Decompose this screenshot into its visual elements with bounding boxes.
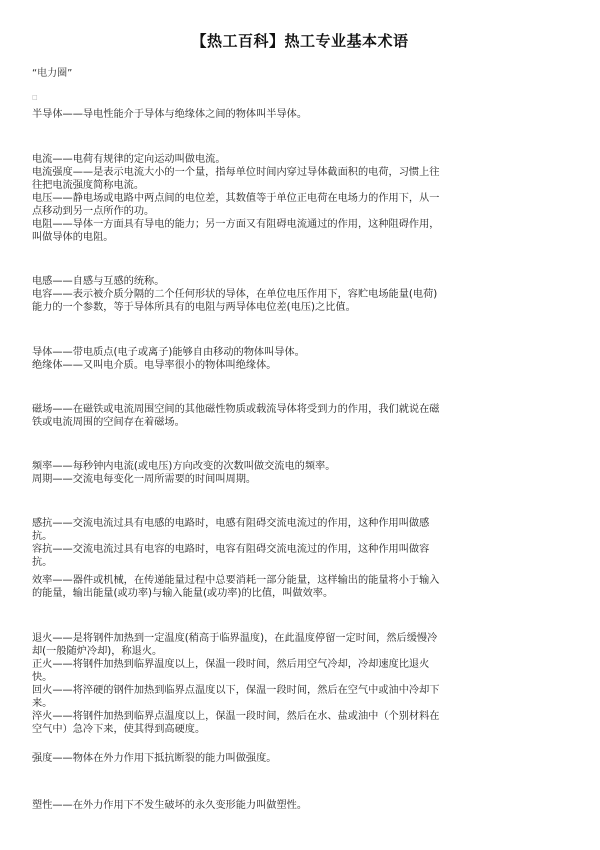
source-label: “电力圈” [32,68,73,79]
paragraph-line: 电流——电荷有规律的定向运动叫做电流。 [32,154,226,165]
page-title: 【热工百科】热工专业基本术语 [191,32,409,50]
paragraph-line: 回火——将淬硬的钢件加热到临界点温度以下，保温一段时间，然后在空气中或油中冷却下来。 [32,685,440,709]
paragraph-line: 导体——带电质点(电子或离子)能够自由移动的物体叫导体。 [32,347,305,358]
section-reactance [32,517,442,569]
section-conductor [32,346,442,372]
section-semiconductor [32,108,442,121]
paragraph-line: 电流强度——是表示电流大小的一个量，指每单位时间内穿过导体截面积的电荷，习惯上往往把电流强度简称电流。 [32,167,440,191]
paragraph-line: 正火——将钢件加热到临界温度以上，保温一段时间，然后用空气冷却，冷却速度比退火快。 [32,659,430,683]
paragraph-line: 效率——器件或机械，在传递能量过程中总要消耗一部分能量，这样输出的能量将小于输入的能量，输出能量(或功率)与输入能量(或功率)的比值，叫做效率。 [32,575,440,599]
section-magnetic-field [32,403,442,429]
section-strength [32,752,442,765]
paragraph-line: 退火——是将钢件加热到一定温度(稍高于临界温度)，在此温度停留一定时间，然后缓慢冷却(一般随炉冷却)，称退火。 [32,633,438,657]
paragraph-line: 周期——交流电每变化一周所需要的时间叫周期。 [32,474,257,485]
paragraph-line: 磁场——在磁铁或电流周围空间的其他磁性物质或载流导体将受到力的作用，我们就说在磁铁或电流周围的空间存在着磁场。 [32,404,440,428]
section-inductance [32,275,442,314]
paragraph-line: 感抗——交流电流过具有电感的电路时，电感有阻碍交流电流过的作用，这种作用叫做感抗。 [32,518,430,542]
paragraph-line: 绝缘体——又叫电介质。电导率很小的物体叫绝缘体。 [32,360,277,371]
paragraph-line: 淬火——将钢件加热到临界点温度以上，保温一段时间，然后在水、盐或油中（个别材料在空气中）急冷下来，使其得到高硬度。 [32,711,440,735]
section-efficiency [32,574,442,600]
section-frequency [32,460,442,486]
paragraph-line: 电阻——导体一方面具有导电的能力；另一方面又有阻碍电流通过的作用，这种阻碍作用，叫做导体的电阻。 [32,219,440,243]
paragraph-line: 半导体——导电性能介于导体与绝缘体之间的物体叫半导体。 [32,109,308,120]
paragraph-line: 电容——表示被介质分隔的二个任何形状的导体，在单位电压作用下，容贮电场能量(电荷)能力的一个参数，等于导体所具有的电阻与两导体电位差(电压)之比值。 [32,289,438,313]
paragraph-line: 电压——静电场或电路中两点间的电位差，其数值等于单位正电荷在电场力的作用下，从一点移动到另一点所作的功。 [32,193,440,217]
paragraph-line: 容抗——交流电流过具有电容的电路时，电容有阻碍交流电流过的作用，这种作用叫做容抗。 [32,544,430,568]
paragraph-line: 频率——每秒钟内电流(或电压)方向改变的次数叫做交流电的频率。 [32,461,336,472]
paragraph-line: 强度——物体在外力作用下抵抗断裂的能力叫做强度。 [32,753,277,764]
section-heat-treatment [32,632,442,736]
paragraph-line: 塑性——在外力作用下不发生破坏的永久变形能力叫做塑性。 [32,800,308,811]
section-plasticity [32,799,442,812]
paragraph-line: 电感——自感与互感的统称。 [32,276,165,287]
placeholder-image-icon: □ [32,94,38,101]
section-current [32,153,442,244]
